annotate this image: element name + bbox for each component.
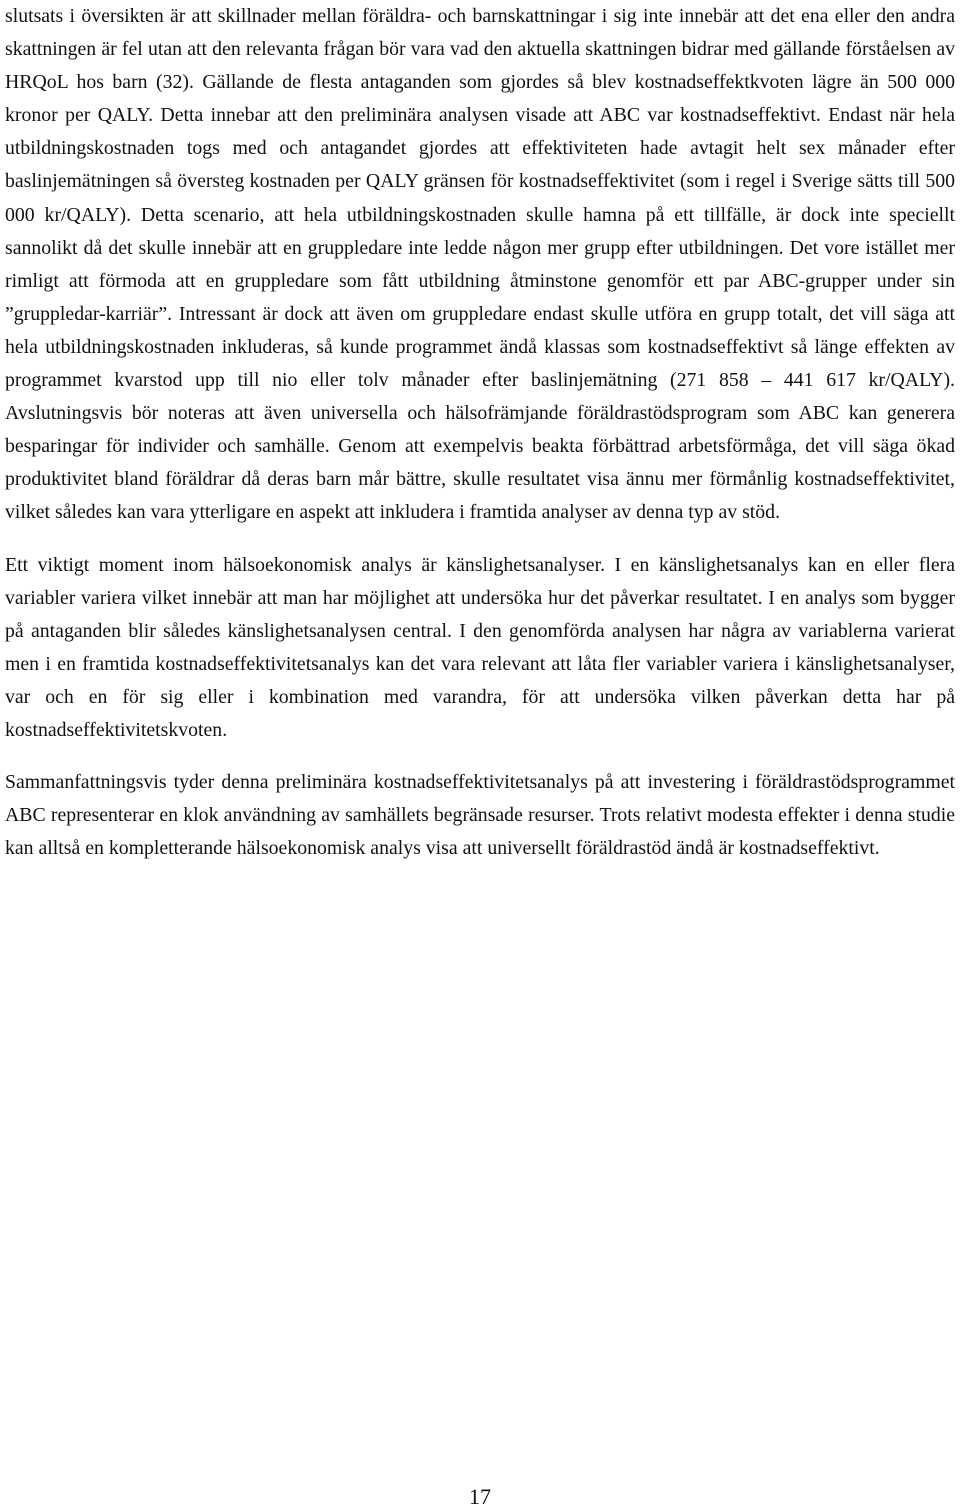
page-number: 17 xyxy=(469,1484,491,1509)
paragraph-cost-effectiveness-results: slutsats i översikten är att skillnader mellan föräldra- och barnskattningar i sig inte innebär att det ena eller den andra skattningen är fel utan att den relevanta frågan bör vara vad den aktuella skattningen bidrar med gällande förståelsen av HRQoL hos barn (32). Gällande de flesta antaganden som gjordes så blev kostnadseffektkvoten lägre än 500 000 kronor per QALY. Detta innebar att den preliminära analysen visade att ABC var kostnadseffektivt. Endast när hela utbildningskostnaden togs med och antagandet gjordes att effektiviteten hade avtagit helt sex månader efter baslinjemätningen så översteg kostnaden per QALY gränsen för kostnadseffektivitet (som i regel i Sverige sätts till 500 000 kr/QALY). Detta scenario, att hela utbildningskostnaden skulle hamna på ett tillfälle, är dock inte speciellt sannolikt då det skulle innebär att en gruppledare inte ledde någon mer grupp efter utbildningen. Det vore istället mer rimligt att förmoda att en gruppledare som fått utbildning åtminstone genomför ett par ABC-grupper under sin ”gruppledar-karriär”. Intressant är dock att även om gruppledare endast skulle utföra en grupp totalt, det vill säga att hela utbildningskostnaden inkluderas, så kunde programmet ändå klassas som kostnadseffektivt så länge effekten av programmet kvarstod upp till nio eller tolv månader efter baslinjemätning (271 858 – 441 617 kr/QALY). Avslutningsvis bör noteras att även universella och hälsofrämjande föräldrastödsprogram som ABC kan generera besparingar för individer och samhälle. Genom att exempelvis beakta förbättrad arbetsförmåga, det vill säga ökad produktivitet bland föräldrar då deras barn mår bättre, skulle resultatet visa ännu mer förmånlig kostnadseffektivitet, vilket således kan vara ytterligare en aspekt att inkludera i framtida analyser av denna typ av stöd. xyxy=(5,5,955,524)
paragraph-sensitivity-analysis: Ett viktigt moment inom hälsoekonomisk analys är känslighetsanalyser. I en känslighetsanalys kan en eller flera variabler variera vilket innebär att man har möjlighet att undersöka hur det påverkar resultatet. I en analys som bygger på antaganden blir således känslighetsanalysen central. I den genomförda analysen har några av variablerna varierat men i en framtida kostnadseffektivitetsanalys kan det vara relevant att låta fler variabler variera i känslighetsanalyser, var och en för sig eller i kombination med varandra, för att undersöka vilken påverkan detta har på kostnadseffektivitetskvoten. xyxy=(5,553,955,741)
document-page xyxy=(5,0,955,865)
paragraph-summary: Sammanfattningsvis tyder denna preliminära kostnadseffektivitetsanalys på att investering i föräldrastödsprogrammet ABC representerar en klok användning av samhällets begränsade resurser. Trots relativt modesta effekter i denna studie kan alltså en kompletterande hälsoekonomisk analys visa att universellt föräldrastöd ändå är kostnadseffektivt. xyxy=(5,771,955,860)
